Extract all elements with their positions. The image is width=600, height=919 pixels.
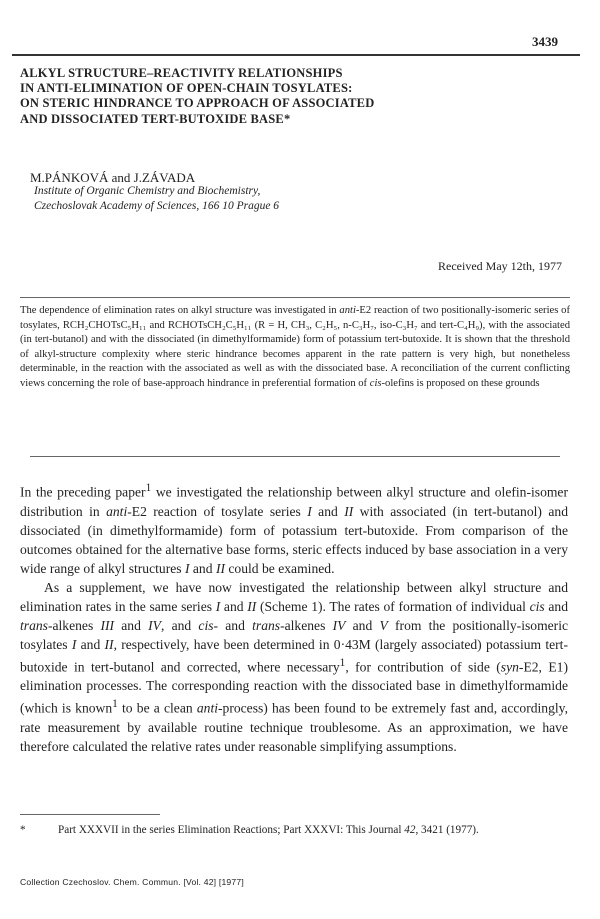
article-title <box>20 66 560 127</box>
title-line: AND DISSOCIATED TERT-BUTOXIDE BASE* <box>20 111 291 126</box>
title-line: ON STERIC HINDRANCE TO APPROACH OF ASSOCIATED <box>20 96 375 111</box>
received-date: Received May 12th, 1977 <box>438 259 562 273</box>
abstract-text: -olefins is proposed on these grounds <box>381 377 540 389</box>
footnote-rule <box>20 814 160 815</box>
header-rule <box>12 54 580 56</box>
abstract <box>20 304 570 392</box>
authors: M.PÁNKOVÁ and J.ZÁVADA <box>30 170 196 185</box>
abstract-text: The dependence of elimination rates on alkyl structure was investigated in <box>20 305 340 316</box>
abstract-bottom-rule <box>30 456 560 457</box>
journal-footer: Collection Czechoslov. Chem. Commun. [Vol. 42] [1977] <box>20 877 244 887</box>
abstract-italic: anti <box>339 305 356 316</box>
footnote-mark: * <box>20 824 26 836</box>
affiliation-line: Institute of Organic Chemistry and Biochemistry, <box>34 185 261 197</box>
title-line: IN ANTI-ELIMINATION OF OPEN-CHAIN TOSYLATES: <box>20 81 353 96</box>
reference-marker: 1 <box>339 656 346 669</box>
body-text <box>20 479 568 756</box>
reference-marker: 1 <box>112 698 118 711</box>
paragraph: As a supplement, we have now investigated the relationship between alkyl structure and elimination rates in the same series I and II (Scheme 1). The rates of formation of individual cis and trans-alkenes III and IV, and cis- and trans-alkenes IV and V from the positionally-isomeric tosylates I and II, respectively, have been determined in 0·43M (largely associated) potassium tert-butoxide in tert-butanol and corrected, where necessary$^1$, for contribution of side (syn-E2, E1) elimination processes. The corresponding reaction with the dissociated base in dimethylformamide (which is known$^1$ to be a clean anti-process) has been found to be extremely fast and, accordingly, rate measurement by available routine technique troublesome. As an approximation, we have therefore calculated the relative rates under reasonable simplifying assumptions. <box>20 579 569 754</box>
footnote: * Part XXXVII in the series Elimination Reactions; Part XXXVI: This Journal 42, 3421 (1977). <box>20 824 479 836</box>
title-line: ALKYL STRUCTURE–REACTIVITY RELATIONSHIPS <box>20 66 343 80</box>
affiliation <box>34 184 279 214</box>
reference-marker: 1 <box>145 482 152 494</box>
abstract-text: -E2 reaction of two positionally-isomeric series of tosylates, RCH₂CHOTsC₅H₁₁ and RCHOTsCH₂C₅H₁₁ (R = H, CH₃, C₂H₅, n-C₃H₇, iso-C₃H₇ and tert-C₄H₉), with the associated (in tert-butanol) and with the dissociated (in dimethylformamide) form of potassium tert-butoxide. It is shown that the threshold of alkyl-structure complexity where steric hindrance becomes apparent in the rate pattern is very high, but nonetheless determinable, in the reaction with the associated as well as with the dissociated base. A reconciliation of the current conflicting views concerning the role of base-approach hindrance in preferential formation of <box>20 305 570 389</box>
page-number: 3439 <box>532 34 558 49</box>
paragraph: In the preceding paper$^1$ we investigated the relationship between alkyl structure and olefin-isomer distribution in anti-E2 reaction of tosylate series I and II with associated (in tert-butanol) and dissociated (in dimethylformamide) form of potassium tert-butoxide. From comparison of the outcomes obtained for the alternative base forms, steric effects induced by base association in a very wide range of alkyl structures I and II could be examined. <box>20 482 568 576</box>
affiliation-line: Czechoslovak Academy of Sciences, 166 10 Prague 6 <box>34 200 280 212</box>
abstract-italic: cis <box>369 377 382 389</box>
abstract-top-rule <box>20 297 570 298</box>
